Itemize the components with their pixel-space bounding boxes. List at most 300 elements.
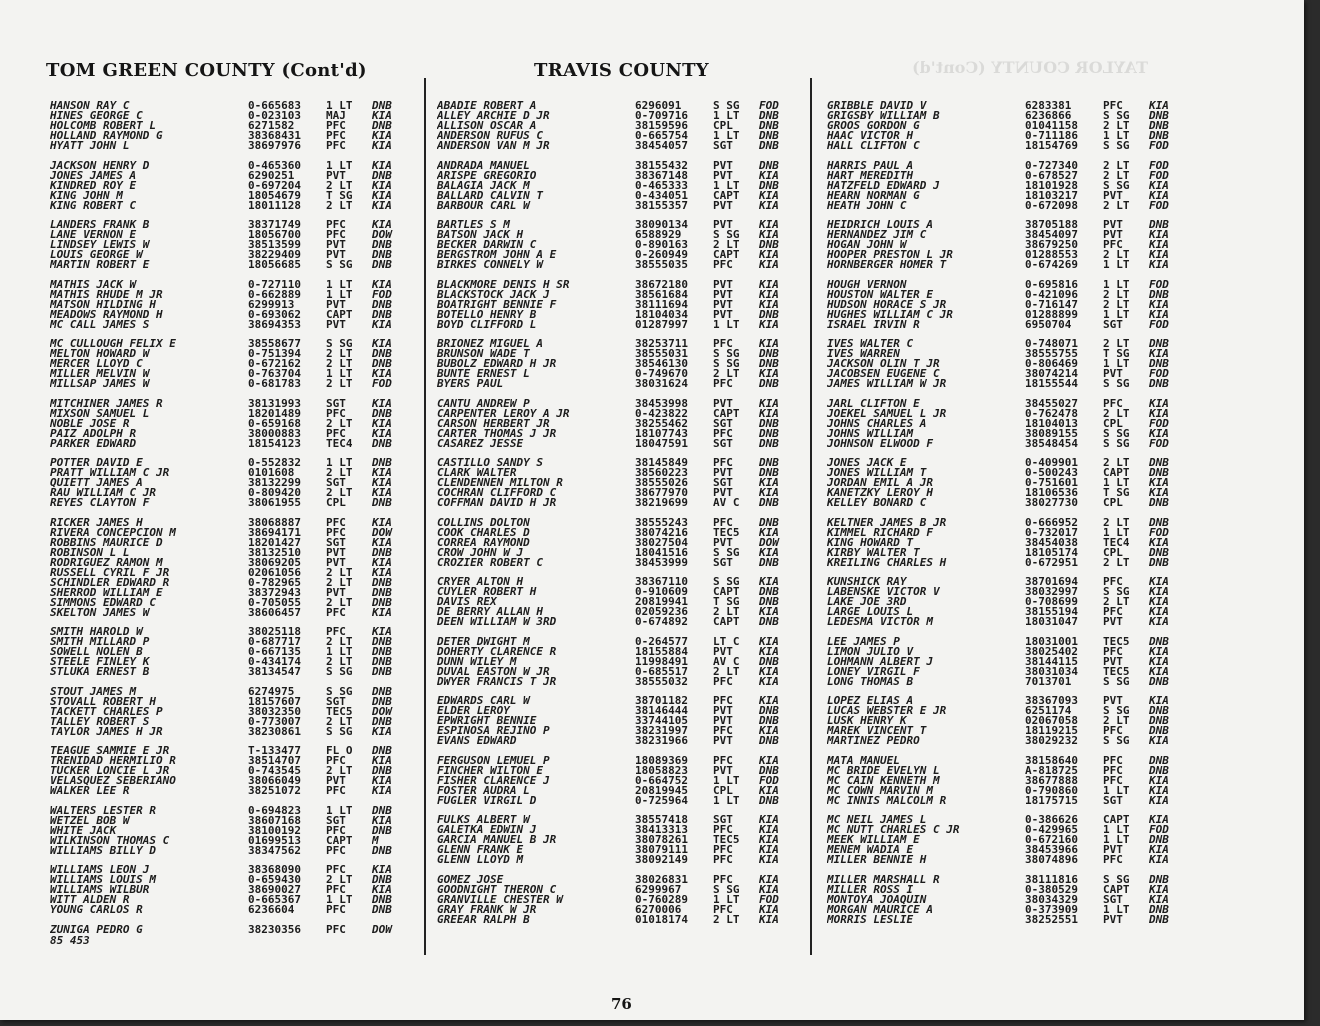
status-cell: DNB — [1149, 706, 1169, 716]
serial-number-cell: 38560223 — [635, 468, 688, 478]
name-cell: CROW JOHN W J — [437, 547, 524, 558]
roster-row — [50, 488, 410, 498]
serial-number-cell: 38159596 — [635, 121, 688, 131]
roster-row — [50, 687, 410, 697]
name-cell: LARGE LOUIS L — [827, 607, 914, 617]
status-cell: DNB — [759, 617, 779, 627]
roster-row — [437, 320, 797, 330]
rank-cell: PVT — [713, 220, 733, 230]
name-cell: NOBLE JOSE R — [50, 418, 130, 429]
status-cell: KIA — [759, 696, 779, 706]
roster-group — [827, 161, 1187, 211]
serial-number-cell: 38146444 — [635, 706, 688, 716]
name-cell: RAU WILLIAM C JR — [50, 488, 156, 498]
name-cell: TAYLOR JAMES H JR — [50, 726, 163, 737]
roster-row — [827, 201, 1187, 211]
roster-row — [437, 895, 797, 905]
name-cell: HERNANDEZ JIM C — [827, 230, 927, 240]
roster-row — [437, 538, 797, 548]
serial-number-cell: 33744105 — [635, 716, 688, 726]
status-cell: DNB — [759, 597, 779, 607]
roster-row — [50, 161, 410, 171]
roster-group — [437, 280, 797, 330]
status-cell: DNB — [1149, 131, 1169, 141]
status-cell: FOD — [1149, 141, 1169, 151]
rank-cell: FL O — [326, 746, 353, 756]
rank-cell: PVT — [1103, 230, 1123, 240]
serial-number-cell: 38032997 — [1025, 587, 1078, 597]
roster-row — [827, 786, 1187, 796]
status-cell: DNB — [759, 131, 779, 141]
rank-cell: SGT — [713, 141, 733, 151]
name-cell: COLLINS DOLTON — [437, 517, 530, 528]
roster-group — [50, 161, 410, 211]
rank-cell: PVT — [713, 289, 733, 300]
roster-row — [50, 280, 410, 290]
name-cell: HEARN NORMAN G — [827, 190, 920, 201]
roster-row — [437, 677, 797, 687]
roster-row — [827, 369, 1187, 379]
name-cell: COCHRAN CLIFFORD C — [437, 488, 557, 498]
serial-number-cell: 38155194 — [1025, 607, 1078, 617]
roster-row — [50, 588, 410, 598]
name-cell: MC CALL JAMES S — [50, 319, 150, 330]
roster-row — [437, 260, 797, 270]
roster-row — [437, 121, 797, 131]
roster-row — [50, 806, 410, 816]
rank-cell: PVT — [1103, 220, 1123, 230]
status-cell: KIA — [372, 220, 392, 230]
rank-cell: 2 LT — [1103, 170, 1130, 181]
roster-row — [827, 111, 1187, 121]
name-cell: STOVALL ROBERT H — [50, 696, 156, 707]
serial-number-cell: 38155432 — [635, 160, 688, 171]
serial-number-cell: 38367148 — [635, 170, 688, 181]
status-cell: KIA — [372, 190, 392, 201]
roster-group — [50, 518, 410, 618]
roster-row — [50, 746, 410, 756]
roster-row — [50, 369, 410, 379]
serial-number-cell: 0-434051 — [635, 190, 688, 201]
rank-cell: 2 LT — [1103, 339, 1130, 349]
name-cell: TEAGUE SAMMIE E JR — [50, 746, 170, 756]
rank-cell: TEC5 — [1103, 636, 1130, 647]
roster-row — [50, 627, 410, 637]
status-cell: DNB — [759, 587, 779, 597]
status-cell: DNB — [759, 111, 779, 121]
name-cell: JONES JAMES A — [50, 170, 137, 181]
roster-row — [827, 835, 1187, 845]
status-cell: KIA — [759, 260, 779, 270]
roster-group — [50, 806, 410, 856]
roster-row — [827, 310, 1187, 320]
name-cell: KELTNER JAMES B JR — [827, 517, 947, 528]
roster-row — [437, 181, 797, 191]
serial-number-cell: 38068887 — [248, 517, 301, 528]
status-cell: DNB — [1149, 726, 1169, 736]
status-cell: FOD — [1149, 279, 1169, 290]
serial-number-cell: 38548454 — [1025, 438, 1078, 449]
roster-group — [50, 220, 410, 270]
rank-cell: S SG — [326, 667, 353, 677]
name-cell: LAKE JOE 3RD — [827, 597, 907, 607]
roster-row — [50, 429, 410, 439]
roster-row — [437, 518, 797, 528]
roster-row — [437, 300, 797, 310]
status-cell: FOD — [1149, 319, 1169, 330]
name-cell: WILKINSON THOMAS C — [50, 835, 170, 846]
roster-group — [827, 518, 1187, 568]
roster-row — [50, 925, 410, 935]
serial-number-cell: 0-809420 — [248, 488, 301, 498]
name-cell: KING JOHN M — [50, 190, 123, 201]
serial-number-cell: 38253711 — [635, 339, 688, 349]
name-cell: COOK CHARLES D — [437, 527, 530, 538]
roster-row — [827, 280, 1187, 290]
status-cell: DNB — [759, 706, 779, 716]
roster-row — [827, 220, 1187, 230]
rank-cell: 1 LT — [326, 805, 353, 816]
serial-number-cell: 0-773007 — [248, 716, 301, 727]
roster-row — [50, 598, 410, 608]
roster-row — [437, 141, 797, 151]
rank-cell: 2 LT — [1103, 458, 1130, 468]
roster-row — [437, 429, 797, 439]
rank-cell: 1 LT — [1103, 904, 1130, 915]
serial-number-cell: 6236604 — [248, 905, 295, 915]
serial-number-cell: 38069205 — [248, 557, 301, 568]
serial-number-cell: 0-423822 — [635, 408, 688, 419]
status-cell: DNB — [372, 101, 392, 111]
roster-row — [437, 716, 797, 726]
rank-cell: CPL — [1103, 498, 1123, 508]
serial-number-cell: 38231966 — [635, 736, 688, 746]
roster-row — [437, 528, 797, 538]
rank-cell: PFC — [326, 121, 346, 131]
roster-row — [50, 498, 410, 508]
name-cell: HUDSON HORACE S JR — [827, 299, 947, 310]
rank-cell: SGT — [1103, 319, 1123, 330]
name-cell: SCHINDLER EDWARD R — [50, 577, 170, 588]
rank-cell: PVT — [713, 170, 733, 181]
name-cell: FINCHER WILTON E — [437, 765, 543, 776]
roster-row — [827, 587, 1187, 597]
serial-number-cell: 0-023103 — [248, 111, 301, 121]
name-cell: BUBOLZ EDWARD H JR — [437, 359, 557, 369]
status-cell: KIA — [372, 885, 392, 895]
roster-row — [437, 825, 797, 835]
roster-row — [50, 181, 410, 191]
serial-number-cell: 38000883 — [248, 428, 301, 439]
rank-cell: CPL — [713, 121, 733, 131]
name-cell: BATSON JACK H — [437, 230, 524, 240]
rank-cell: PFC — [326, 220, 346, 230]
status-cell: KIA — [1149, 656, 1169, 667]
roster-row — [827, 915, 1187, 925]
status-cell: DNB — [372, 716, 392, 727]
name-cell: IVES WALTER C — [827, 339, 914, 349]
status-cell: DNB — [759, 309, 779, 320]
roster-row — [50, 131, 410, 141]
rank-cell: 2 LT — [1103, 408, 1130, 419]
rank-cell: PFC — [713, 755, 733, 766]
status-cell: DNB — [1149, 121, 1169, 131]
roster-row — [50, 578, 410, 588]
serial-number-cell: 38158640 — [1025, 755, 1078, 766]
serial-number-cell: 38454057 — [635, 141, 688, 151]
roster-row — [827, 260, 1187, 270]
roster-row — [50, 786, 410, 796]
rank-cell: SGT — [713, 815, 733, 825]
status-cell: FOD — [1149, 438, 1169, 449]
serial-number-cell: 0-429965 — [1025, 825, 1078, 835]
roster-row — [437, 657, 797, 667]
rank-cell: TEC5 — [1103, 666, 1130, 677]
serial-number-cell: 0-434174 — [248, 657, 301, 667]
rank-cell: PFC — [713, 458, 733, 468]
serial-number-cell: 38025402 — [1025, 646, 1078, 657]
name-cell: LEE JAMES P — [827, 636, 900, 647]
roster-group — [437, 637, 797, 687]
status-cell: KIA — [372, 607, 392, 618]
status-cell: KIA — [1149, 250, 1169, 260]
serial-number-cell: 38455027 — [1025, 398, 1078, 409]
name-cell: CLENDENNEN MILTON R — [437, 478, 563, 488]
roster-row — [437, 250, 797, 260]
rank-cell: AV C — [713, 656, 740, 667]
status-cell: KIA — [372, 279, 392, 290]
status-cell: KIA — [372, 627, 392, 637]
rank-cell: 2 LT — [1103, 160, 1130, 171]
rank-cell: S SG — [713, 577, 740, 587]
status-cell: DNB — [372, 686, 392, 697]
rank-cell: CPL — [713, 785, 733, 796]
serial-number-cell: 0-260949 — [635, 250, 688, 260]
status-cell: FOD — [1149, 170, 1169, 181]
status-cell: KIA — [1149, 646, 1169, 657]
roster-row — [437, 131, 797, 141]
roster-row — [827, 845, 1187, 855]
rank-cell: PFC — [326, 517, 346, 528]
serial-number-cell: 38677970 — [635, 488, 688, 498]
status-cell: KIA — [372, 776, 392, 786]
serial-number-cell: 38078261 — [635, 835, 688, 845]
serial-number-cell: 38066049 — [248, 776, 301, 786]
serial-number-cell: 0-806469 — [1025, 359, 1078, 369]
roster-group — [827, 637, 1187, 687]
rank-cell: CAPT — [713, 587, 740, 597]
serial-number-cell: 18154123 — [248, 438, 301, 449]
status-cell: DNB — [1149, 379, 1169, 389]
status-cell: KIA — [759, 845, 779, 855]
rank-cell: SGT — [326, 537, 346, 548]
roster-group — [437, 756, 797, 806]
name-cell: CARPENTER LEROY A JR — [437, 408, 570, 419]
name-cell: COFFMAN DAVID H JR — [437, 498, 557, 508]
name-cell: HOUSTON WALTER E — [827, 289, 933, 300]
roster-row — [50, 468, 410, 478]
name-cell: HOGAN JOHN W — [827, 240, 907, 250]
roster-row — [827, 895, 1187, 905]
status-cell: KIA — [372, 517, 392, 528]
serial-number-cell: 01018174 — [635, 914, 688, 925]
roster-row — [50, 875, 410, 885]
roster-row — [827, 240, 1187, 250]
status-cell: KIA — [759, 874, 779, 885]
status-cell: DNB — [759, 141, 779, 151]
roster-row — [827, 647, 1187, 657]
rank-cell: PVT — [713, 537, 733, 548]
status-cell: KIA — [759, 200, 779, 211]
serial-number-cell: 18056700 — [248, 230, 301, 240]
name-cell: PRATT WILLIAM C JR — [50, 468, 170, 478]
rank-cell: PFC — [713, 845, 733, 855]
serial-number-cell: 38025118 — [248, 627, 301, 637]
status-cell: DNB — [759, 458, 779, 468]
roster-row — [827, 726, 1187, 736]
serial-number-cell: 0-386626 — [1025, 815, 1078, 825]
status-cell: DNB — [372, 170, 392, 181]
serial-number-cell: 6251174 — [1025, 706, 1072, 716]
rank-cell: PFC — [713, 260, 733, 270]
serial-number-cell: 38555755 — [1025, 349, 1078, 359]
roster-row — [827, 468, 1187, 478]
name-cell: BOATRIGHT BENNIE F — [437, 299, 557, 310]
rank-cell: PVT — [713, 299, 733, 310]
serial-number-cell: 38074214 — [1025, 369, 1078, 379]
status-cell: KIA — [372, 398, 392, 409]
status-cell: KIA — [759, 607, 779, 617]
rank-cell: 1 LT — [326, 289, 353, 300]
status-cell: KIA — [759, 785, 779, 796]
rank-cell: PVT — [713, 706, 733, 716]
serial-number-cell: 38031034 — [1025, 666, 1078, 677]
status-cell: KIA — [1149, 428, 1169, 439]
name-cell: ABADIE ROBERT A — [437, 101, 537, 111]
roster-row — [827, 290, 1187, 300]
rank-cell: PVT — [1103, 617, 1123, 627]
roster-column-tom-green — [50, 101, 410, 946]
roster-row — [827, 528, 1187, 538]
roster-row — [827, 498, 1187, 508]
name-cell: LOUIS GEORGE W — [50, 250, 143, 260]
serial-number-cell: 38694353 — [248, 319, 301, 330]
status-cell: DNB — [759, 517, 779, 528]
rank-cell: PFC — [326, 924, 346, 935]
rank-cell: SGT — [713, 478, 733, 488]
serial-number-cell: 18104013 — [1025, 418, 1078, 429]
serial-number-cell: 0-665683 — [248, 101, 301, 111]
roster-row — [827, 617, 1187, 627]
serial-number-cell: 18056685 — [248, 260, 301, 270]
status-cell: KIA — [372, 537, 392, 548]
status-cell: DNB — [372, 845, 392, 856]
name-cell: MITCHINER JAMES R — [50, 398, 163, 409]
serial-number-cell: 18157607 — [248, 696, 301, 707]
roster-row — [827, 677, 1187, 687]
serial-number-cell: 18155884 — [635, 646, 688, 657]
name-cell: HOOPER PRESTON L JR — [827, 250, 953, 260]
roster-row — [50, 121, 410, 131]
roster-row — [827, 439, 1187, 449]
roster-row — [827, 458, 1187, 468]
status-cell: DNB — [372, 498, 392, 508]
serial-number-cell: 18154769 — [1025, 141, 1078, 151]
rank-cell: CPL — [1103, 547, 1123, 558]
status-cell: DNB — [759, 736, 779, 746]
status-cell: DNB — [1149, 517, 1169, 528]
serial-number-cell: 0-743545 — [248, 766, 301, 776]
roster-row — [827, 488, 1187, 498]
name-cell: HUGHES WILLIAM C JR — [827, 309, 953, 320]
name-cell: MATA MANUEL — [827, 755, 900, 766]
roster-row — [827, 419, 1187, 429]
serial-number-cell: 38555026 — [635, 478, 688, 488]
name-cell: HOLLAND RAYMOND G — [50, 131, 163, 141]
serial-number-cell: 38100192 — [248, 825, 301, 836]
status-cell: KIA — [759, 170, 779, 181]
roster-group — [827, 815, 1187, 865]
name-cell: BLACKSTOCK JACK J — [437, 289, 550, 300]
status-cell: KIA — [372, 478, 392, 488]
rank-cell: 1 LT — [1103, 527, 1130, 538]
name-cell: CLARK WALTER — [437, 468, 517, 478]
status-cell: KIA — [759, 488, 779, 498]
serial-number-cell: 02059236 — [635, 607, 688, 617]
name-cell: WITT ALDEN R — [50, 895, 130, 905]
status-cell: DNB — [1149, 468, 1169, 478]
rank-cell: PFC — [1103, 855, 1123, 865]
serial-number-cell: 0-697204 — [248, 180, 301, 191]
roster-row — [437, 399, 797, 409]
roster-row — [827, 300, 1187, 310]
name-cell: HYATT JOHN L — [50, 141, 130, 151]
roster-group — [50, 746, 410, 796]
rank-cell: 1 LT — [713, 795, 740, 806]
roster-row — [827, 637, 1187, 647]
rank-cell: CAPT — [1103, 815, 1130, 825]
heading-travis-county: TRAVIS COUNTY — [534, 60, 709, 81]
roster-row — [827, 191, 1187, 201]
roster-row — [437, 339, 797, 349]
status-cell: KIA — [1149, 240, 1169, 250]
status-cell: FOD — [759, 775, 779, 786]
status-cell: KIA — [372, 418, 392, 429]
status-cell: FOD — [759, 101, 779, 111]
rank-cell: PVT — [326, 319, 346, 330]
name-cell: RUSSELL CYRIL F JR — [50, 567, 170, 578]
serial-number-cell: 0-380529 — [1025, 884, 1078, 895]
rank-cell: 2 LT — [326, 567, 353, 578]
name-cell: WILLIAMS BILLY D — [50, 845, 156, 856]
status-cell: KIA — [372, 428, 392, 439]
rank-cell: S SG — [1103, 180, 1130, 191]
serial-number-cell: 38155357 — [635, 200, 688, 211]
roster-row — [827, 905, 1187, 915]
roster-row — [827, 875, 1187, 885]
serial-number-cell: 0-681783 — [248, 379, 301, 389]
rank-cell: S SG — [326, 726, 353, 737]
rank-cell: T SG — [1103, 488, 1130, 498]
serial-number-cell: 38557418 — [635, 815, 688, 825]
roster-row — [827, 736, 1187, 746]
status-cell: KIA — [372, 369, 392, 379]
name-cell: FUGLER VIRGIL D — [437, 795, 537, 806]
rank-cell: S SG — [1103, 111, 1130, 121]
status-cell: KIA — [372, 200, 392, 211]
name-cell: ROBBINS MAURICE D — [50, 537, 163, 548]
status-cell: FOD — [1149, 200, 1169, 211]
